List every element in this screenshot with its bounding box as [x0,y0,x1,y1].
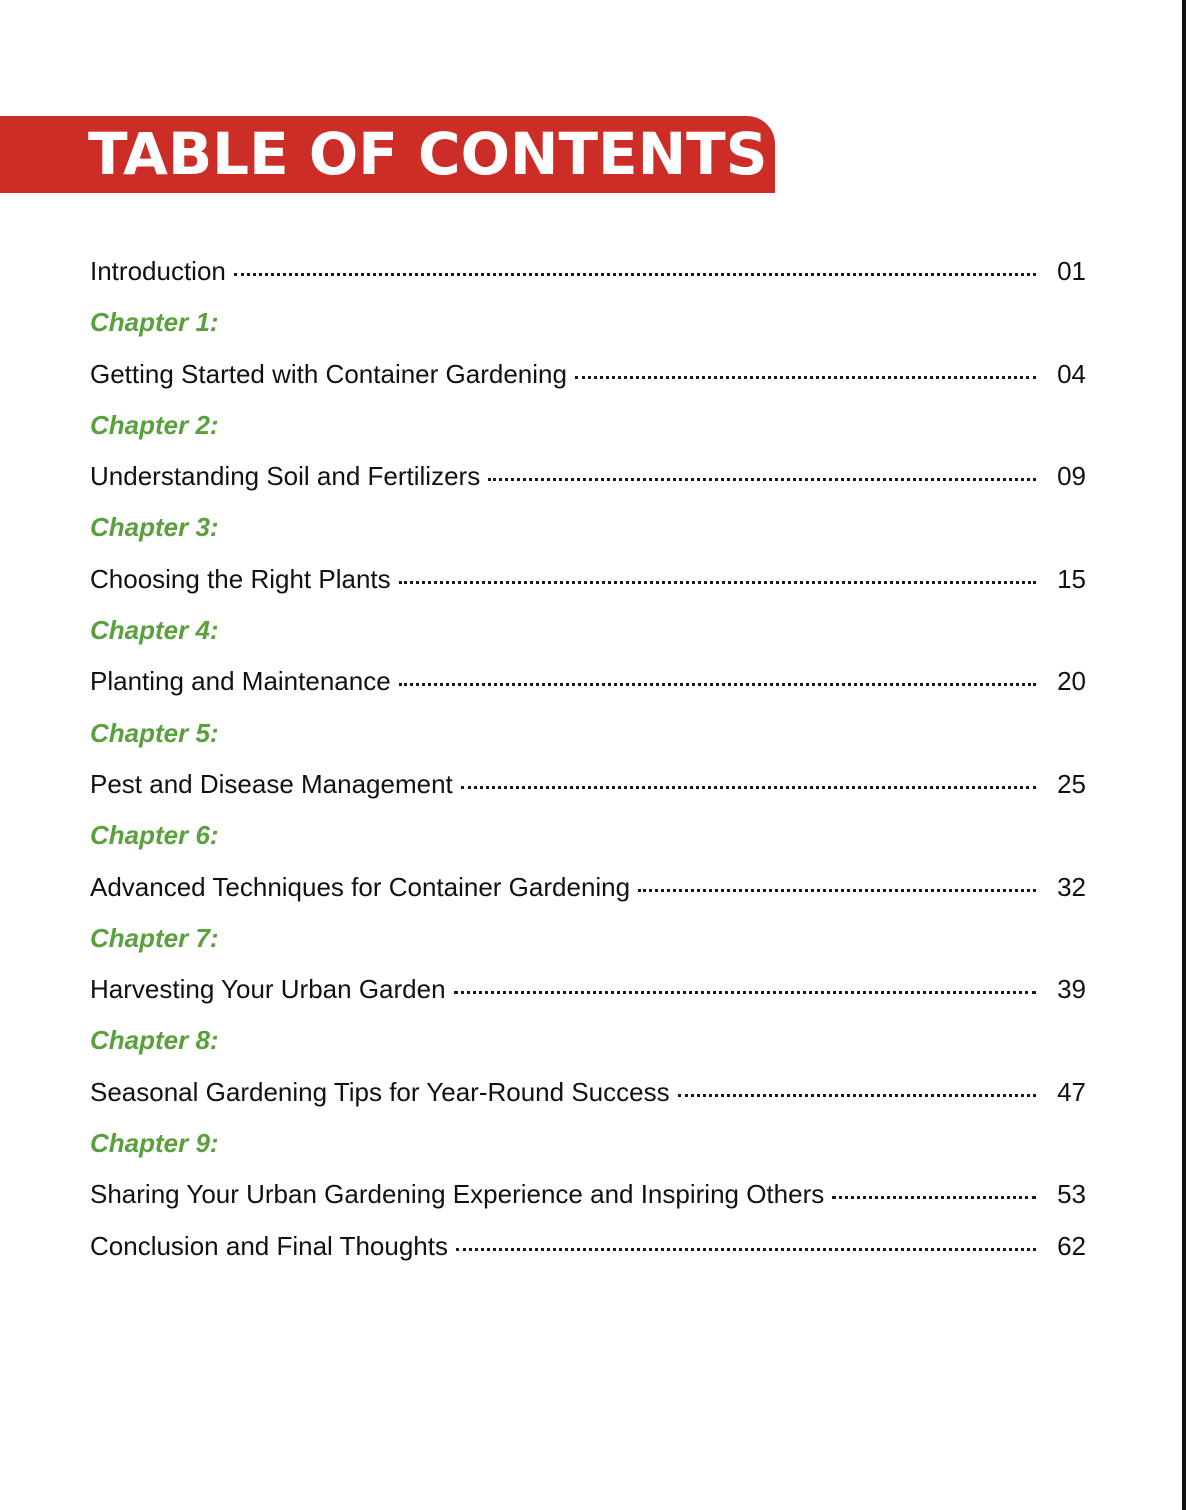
toc-entry[interactable] [90,1221,1086,1272]
toc-entry[interactable] [90,862,1086,913]
toc-entry-title: Seasonal Gardening Tips for Year-Round Success [90,1076,670,1107]
chapter-heading: Chapter 2: [90,409,219,440]
toc-entry-page-number: 39 [1057,974,1086,1005]
chapter-heading: Chapter 9: [90,1128,219,1159]
dot-leader [638,889,1036,892]
dot-leader [678,1094,1036,1097]
toc-entry-page-number: 20 [1057,666,1086,697]
toc-entry-page-number: 25 [1057,768,1086,799]
dot-leader [461,786,1036,789]
toc-entry-title: Planting and Maintenance [90,666,391,697]
chapter-heading: Chapter 3: [90,512,219,543]
toc-entry-page-number: 32 [1057,871,1086,902]
toc-entry-title: Sharing Your Urban Gardening Experience and Inspiring Others [90,1179,825,1210]
dot-leader [399,581,1036,584]
dot-leader [399,683,1036,686]
toc-entry[interactable] [90,964,1086,1015]
page-edge [1182,0,1186,1510]
toc-entry[interactable] [90,759,1086,810]
toc-entry-title: Getting Started with Container Gardening [90,358,567,389]
table-of-contents [90,246,1086,1272]
dot-leader [456,1248,1036,1251]
toc-entry[interactable] [90,349,1086,400]
toc-entry[interactable] [90,656,1086,707]
toc-entry[interactable] [90,1169,1086,1220]
toc-entry[interactable] [90,246,1086,297]
page-title: TABLE OF CONTENTS [88,120,768,188]
toc-entry-page-number: 01 [1057,256,1086,286]
toc-entry-title: Advanced Techniques for Container Gardening [90,871,631,902]
dot-leader [488,478,1036,481]
dot-leader [575,376,1036,379]
dot-leader [832,1196,1036,1199]
toc-entry-title: Harvesting Your Urban Garden [90,974,446,1005]
chapter-heading: Chapter 8: [90,1025,219,1056]
toc-entry-title: Introduction [90,256,226,286]
chapter-heading: Chapter 6: [90,820,219,851]
toc-entry[interactable] [90,1067,1086,1118]
toc-entry-title: Conclusion and Final Thoughts [90,1230,448,1261]
toc-entry[interactable] [90,554,1086,605]
dot-leader [454,991,1036,994]
chapter-heading: Chapter 4: [90,615,219,646]
chapter-heading: Chapter 7: [90,922,219,953]
toc-entry-title: Understanding Soil and Fertilizers [90,461,481,492]
toc-entry-page-number: 62 [1057,1230,1086,1261]
chapter-heading: Chapter 5: [90,717,219,748]
toc-entry[interactable] [90,451,1086,502]
toc-entry-page-number: 04 [1057,358,1086,389]
dot-leader [234,273,1036,276]
toc-entry-title: Choosing the Right Plants [90,563,391,594]
toc-entry-page-number: 09 [1057,461,1086,492]
toc-entry-title: Pest and Disease Management [90,768,453,799]
chapter-heading: Chapter 1: [90,307,219,338]
toc-entry-page-number: 15 [1057,563,1086,594]
toc-entry-page-number: 47 [1057,1076,1086,1107]
toc-entry-page-number: 53 [1057,1179,1086,1210]
